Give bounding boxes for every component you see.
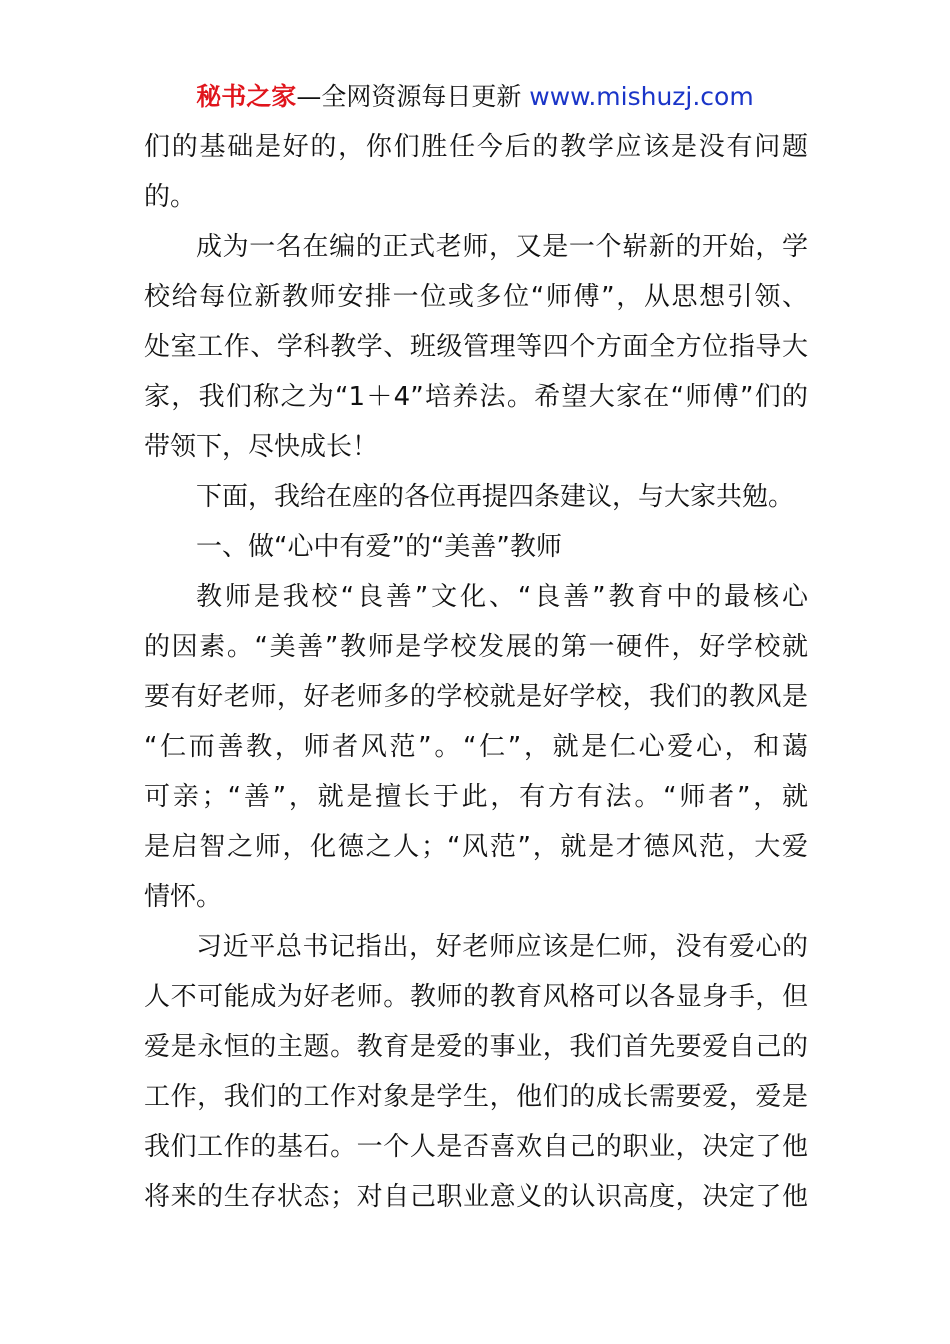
brand-name: 秘书之家 bbox=[196, 82, 297, 111]
text-line: 工作，我们的工作对象是学生，他们的成长需要爱，爱是 bbox=[144, 1082, 808, 1112]
site-url-link[interactable]: www.mishuzj.com bbox=[529, 82, 754, 111]
text-line: 们的基础是好的，你们胜任今后的教学应该是没有问题 bbox=[144, 132, 808, 162]
text-line: 可亲；“善”，就是擅长于此，有方有法。“师者”，就 bbox=[144, 782, 808, 812]
text-line: “仁而善教，师者风范”。“仁”，就是仁心爱心，和蔼 bbox=[144, 732, 808, 762]
text-line: 校给每位新教师安排一位或多位“师傅”，从思想引领、 bbox=[144, 282, 808, 312]
text-line: 将来的生存状态；对自己职业意义的认识高度，决定了他 bbox=[144, 1182, 808, 1212]
document-body bbox=[144, 122, 808, 1222]
text-line: 的因素。“美善”教师是学校发展的第一硬件，好学校就 bbox=[144, 632, 808, 662]
site-tagline: —全网资源每日更新 bbox=[296, 82, 522, 111]
text-line: 爱是永恒的主题。教育是爱的事业，我们首先要爱自己的 bbox=[144, 1032, 808, 1062]
text-line: 我们工作的基石。一个人是否喜欢自己的职业，决定了他 bbox=[144, 1132, 808, 1162]
text-line: 人不可能成为好老师。教师的教育风格可以各显身手，但 bbox=[144, 982, 808, 1012]
paragraph-first-line: 成为一名在编的正式老师，又是一个崭新的开始，学 bbox=[196, 232, 808, 262]
site-header bbox=[0, 80, 950, 114]
paragraph-first-line: 习近平总书记指出，好老师应该是仁师，没有爱心的 bbox=[196, 932, 808, 962]
paragraph-first-line: 下面，我给在座的各位再提四条建议，与大家共勉。 bbox=[196, 482, 795, 512]
text-line: 处室工作、学科教学、班级管理等四个方面全方位指导大 bbox=[144, 332, 808, 362]
paragraph-first-line: 教师是我校“良善”文化、“良善”教育中的最核心 bbox=[196, 582, 808, 612]
text-line: 是启智之师，化德之人；“风范”，就是才德风范，大爱 bbox=[144, 832, 808, 862]
section-heading: 一、做“心中有爱”的“美善”教师 bbox=[196, 532, 562, 562]
text-line: 带领下，尽快成长！ bbox=[144, 432, 379, 462]
text-line: 要有好老师，好老师多的学校就是好学校，我们的教风是 bbox=[144, 682, 808, 712]
text-line: 情怀。 bbox=[144, 882, 223, 912]
text-line: 的。 bbox=[144, 182, 197, 212]
text-line: 家，我们称之为“1＋4”培养法。希望大家在“师傅”们的 bbox=[144, 382, 808, 412]
